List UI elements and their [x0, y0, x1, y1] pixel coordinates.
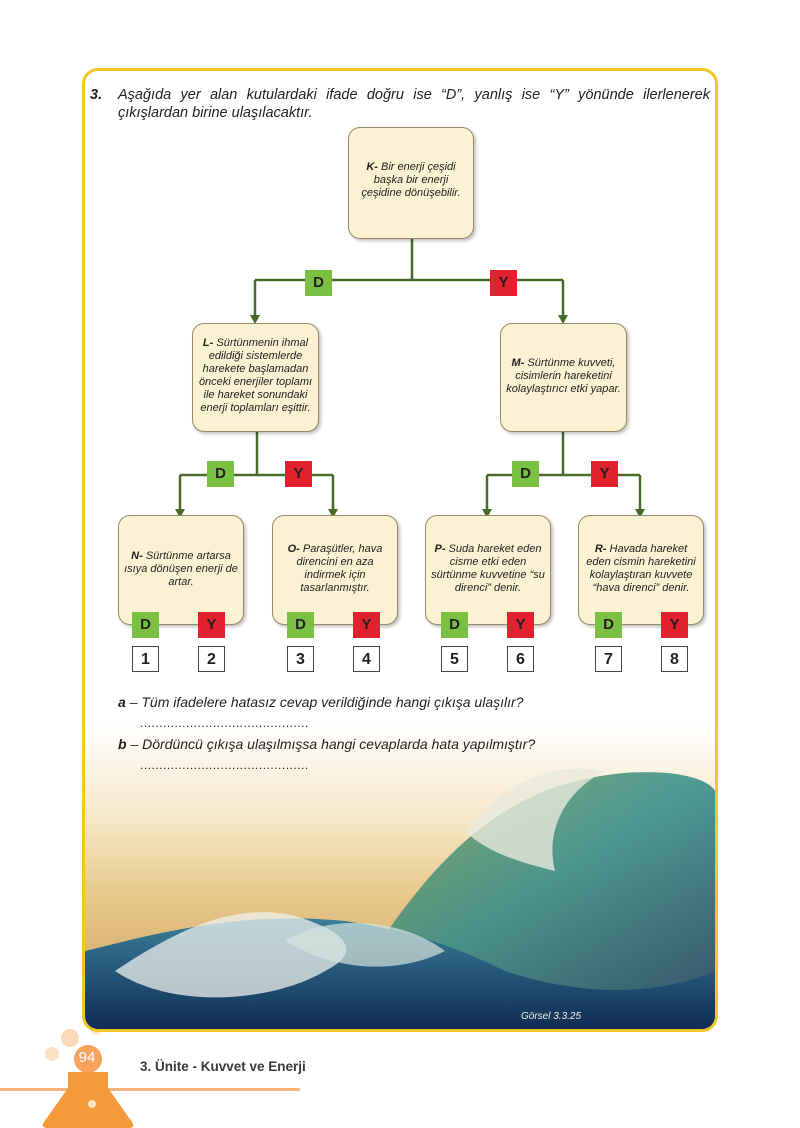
answer-line-a[interactable]: ............................................: [140, 716, 309, 730]
true-tag: D: [512, 461, 539, 487]
false-tag: Y: [198, 612, 225, 638]
unit-title: 3. Ünite - Kuvvet ve Enerji: [140, 1059, 306, 1074]
statement-text: Sürtünmenin ihmal edildiği sistemlerde harekete başlamadan önceki enerjiler toplamı ile hareket sonundaki enerji toplamları eşittir.: [198, 337, 313, 414]
statement-letter: O-: [287, 543, 300, 555]
exit-box-7: 7: [595, 646, 622, 672]
statement-box-m: [500, 323, 627, 432]
statement-text: Paraşütler, hava direncini en aza indirmek için tasarlanmıştır.: [296, 543, 383, 594]
statement-text: Bir enerji çeşidi başka bir enerji çeşidine dönüşebilir.: [361, 161, 461, 199]
statement-text: Suda hareket eden cisme etki eden sürtünme kuvvetine “su direnci” denir.: [431, 543, 545, 594]
statement-letter: L-: [202, 337, 214, 349]
statement-text: Sürtünme kuvveti, cisimlerin hareketini kolaylaştırıcı etki yapar.: [506, 357, 621, 395]
subquestion-letter: b: [118, 736, 127, 752]
question-body: Aşağıda yer alan kutulardaki ifade doğru ise “D”, yanlış ise “Y” yönünde ilerlenerek çıkışlardan birine ulaşılacaktır.: [118, 87, 710, 121]
statement-letter: M-: [511, 357, 525, 369]
statement-box-k: [348, 127, 474, 239]
statement-letter: K-: [366, 161, 378, 173]
statement-box-o: [272, 515, 398, 625]
question-number: 3.: [90, 87, 103, 103]
false-tag: Y: [490, 270, 517, 296]
page-number: 94: [78, 1049, 96, 1066]
statement-letter: N-: [131, 550, 143, 562]
false-tag: Y: [353, 612, 380, 638]
true-tag: D: [595, 612, 622, 638]
exit-box-6: 6: [507, 646, 534, 672]
false-tag: Y: [285, 461, 312, 487]
false-tag: Y: [661, 612, 688, 638]
subquestion-letter: a: [118, 694, 126, 710]
true-tag: D: [305, 270, 332, 296]
subquestion-b: [118, 736, 535, 752]
true-tag: D: [132, 612, 159, 638]
bubble-decoration: [88, 1100, 96, 1108]
footer-line: [0, 1088, 300, 1091]
bubble-decoration: [45, 1047, 59, 1061]
true-tag: D: [207, 461, 234, 487]
statement-letter: P-: [434, 543, 446, 555]
exit-box-3: 3: [287, 646, 314, 672]
exit-box-2: 2: [198, 646, 225, 672]
subquestion-a: [118, 694, 523, 710]
exit-box-8: 8: [661, 646, 688, 672]
statement-box-n: [118, 515, 244, 625]
flask-icon: [43, 1072, 134, 1128]
image-caption: Görsel 3.3.25: [521, 1011, 582, 1022]
statement-letter: R-: [594, 543, 607, 555]
false-tag: Y: [591, 461, 618, 487]
exit-box-4: 4: [353, 646, 380, 672]
false-tag: Y: [507, 612, 534, 638]
exit-box-1: 1: [132, 646, 159, 672]
statement-box-p: [425, 515, 551, 625]
subquestion-text: – Tüm ifadelere hatasız cevap verildiğinde hangi çıkışa ulaşılır?: [129, 694, 524, 710]
subquestion-text: – Dördüncü çıkışa ulaşılmışsa hangi cevaplarda hata yapılmıştır?: [130, 736, 536, 752]
answer-line-b[interactable]: ............................................: [140, 758, 309, 772]
statement-box-l: [192, 323, 319, 432]
true-tag: D: [287, 612, 314, 638]
statement-box-r: [578, 515, 704, 625]
statement-text: Havada hareket eden cismin hareketini kolaylaştıran kuvvete “hava direnci” denir.: [586, 543, 696, 594]
true-tag: D: [441, 612, 468, 638]
statement-text: Sürtünme artarsa ısıya dönüşen enerji de artar.: [124, 550, 238, 588]
question-frame: [82, 68, 718, 1032]
exit-box-5: 5: [441, 646, 468, 672]
